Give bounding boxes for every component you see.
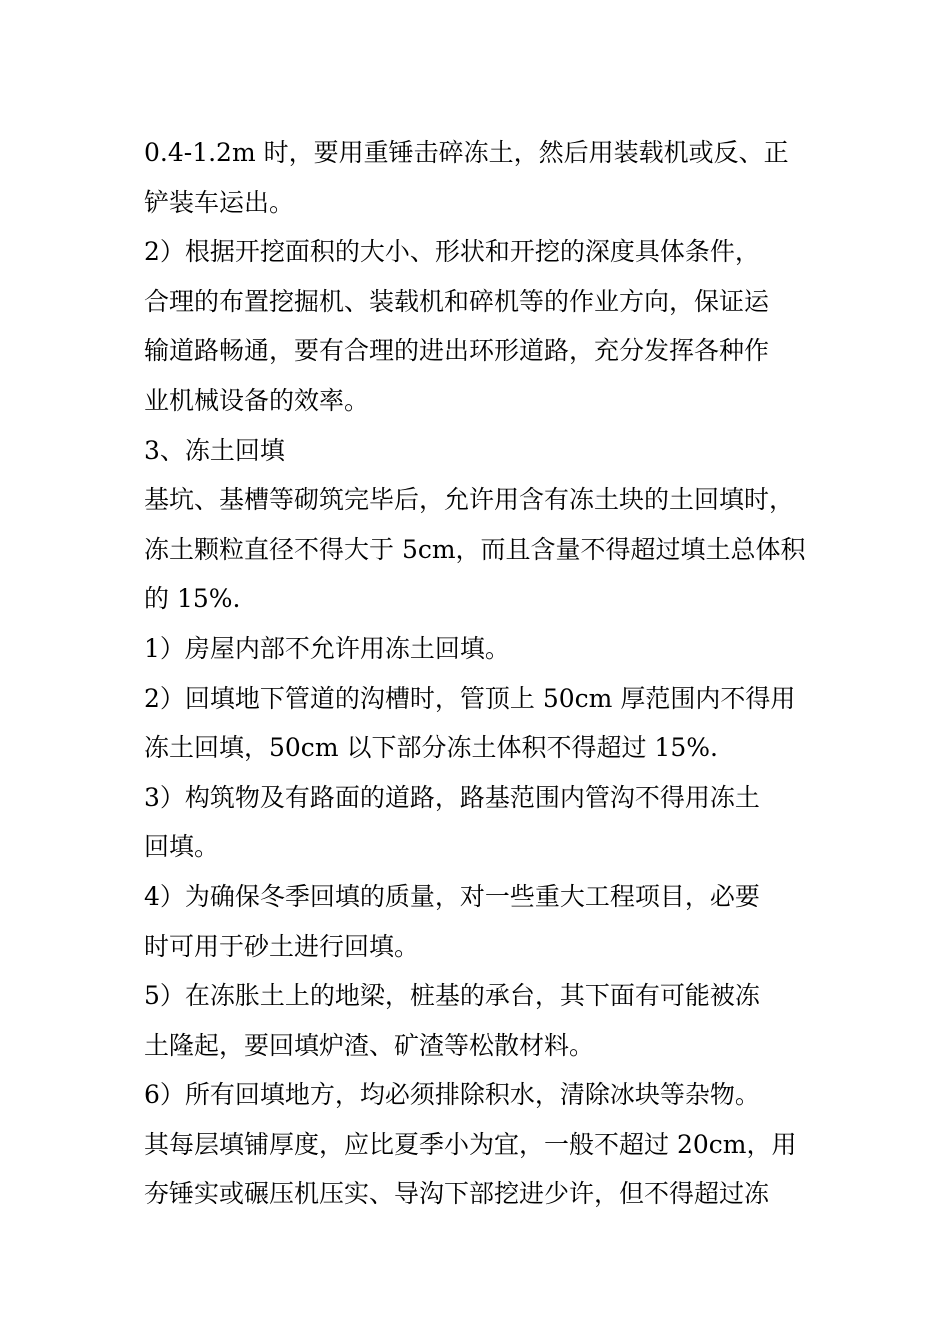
text-line: 基坑、基槽等砌筑完毕后，允许用含有冻土块的土回填时， xyxy=(144,485,795,515)
text-line: 的 15%. xyxy=(144,584,241,614)
text-line: 时可用于砂土进行回填。 xyxy=(144,931,420,961)
text-line: 铲装车运出。 xyxy=(144,187,295,217)
section-heading: 3、冻土回填 xyxy=(144,435,285,465)
body-text xyxy=(144,128,824,1219)
text-line: 输道路畅通，要有合理的进出环形道路，充分发挥各种作 xyxy=(144,336,770,366)
text-line: 3）构筑物及有路面的道路，路基范围内管沟不得用冻土 xyxy=(144,782,760,812)
text-line: 冻土颗粒直径不得大于 5cm，而且含量不得超过填土总体积 xyxy=(144,534,806,564)
text-line: 夯锤实或碾压机压实、导沟下部挖进少许，但不得超过冻 xyxy=(144,1179,770,1209)
text-line: 冻土回填，50cm 以下部分冻土体积不得超过 15%. xyxy=(144,733,718,763)
text-line: 1）房屋内部不允许用冻土回填。 xyxy=(144,633,510,663)
text-line: 业机械设备的效率。 xyxy=(144,385,370,415)
text-line: 6）所有回填地方，均必须排除积水，清除冰块等杂物。 xyxy=(144,1080,760,1110)
text-line: 2）根据开挖面积的大小、形状和开挖的深度具体条件， xyxy=(144,237,760,267)
text-line: 2）回填地下管道的沟槽时，管顶上 50cm 厚范围内不得用 xyxy=(144,683,796,713)
text-line: 土隆起，要回填炉渣、矿渣等松散材料。 xyxy=(144,1030,595,1060)
text-line: 其每层填铺厚度，应比夏季小为宜，一般不超过 20cm，用 xyxy=(144,1129,797,1159)
text-line: 4）为确保冬季回填的质量，对一些重大工程项目，必要 xyxy=(144,881,760,911)
text-line: 回填。 xyxy=(144,832,220,862)
text-line: 0.4-1.2m 时，要用重锤击碎冻土，然后用装载机或反、正 xyxy=(144,138,789,167)
text-line: 合理的布置挖掘机、装载机和碎机等的作业方向，保证运 xyxy=(144,286,770,316)
text-line: 5）在冻胀土上的地梁，桩基的承台，其下面有可能被冻 xyxy=(144,981,760,1011)
